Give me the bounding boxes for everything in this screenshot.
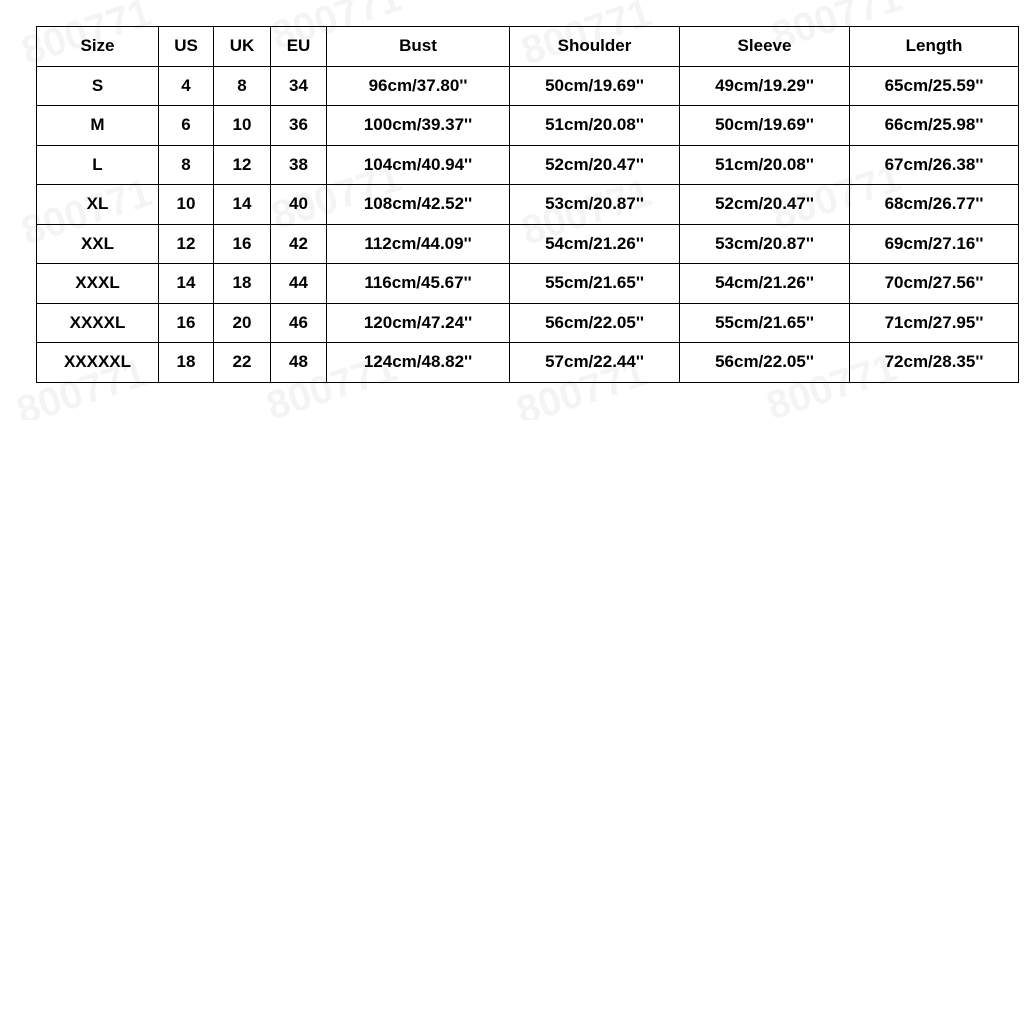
table-cell-bust: 96cm/37.80'' xyxy=(327,66,510,106)
column-header-bust: Bust xyxy=(327,27,510,67)
table-cell-uk: 10 xyxy=(214,106,271,146)
table-cell-shoulder: 57cm/22.44'' xyxy=(510,343,680,383)
table-cell-bust: 120cm/47.24'' xyxy=(327,303,510,343)
table-cell-length: 67cm/26.38'' xyxy=(850,145,1019,185)
column-header-size: Size xyxy=(37,27,159,67)
table-header-row xyxy=(37,27,1019,67)
table-cell-uk: 18 xyxy=(214,264,271,304)
table-cell-eu: 48 xyxy=(271,343,327,383)
table-cell-us: 14 xyxy=(159,264,214,304)
table-cell-uk: 14 xyxy=(214,185,271,225)
table-cell-us: 18 xyxy=(159,343,214,383)
table-cell-shoulder: 52cm/20.47'' xyxy=(510,145,680,185)
table-cell-us: 16 xyxy=(159,303,214,343)
table-cell-shoulder: 54cm/21.26'' xyxy=(510,224,680,264)
table-cell-sleeve: 51cm/20.08'' xyxy=(680,145,850,185)
table-cell-size: XXXXL xyxy=(37,303,159,343)
table-cell-sleeve: 49cm/19.29'' xyxy=(680,66,850,106)
table-cell-size: XL xyxy=(37,185,159,225)
table-cell-us: 6 xyxy=(159,106,214,146)
table-cell-uk: 8 xyxy=(214,66,271,106)
column-header-length: Length xyxy=(850,27,1019,67)
table-cell-length: 65cm/25.59'' xyxy=(850,66,1019,106)
table-row xyxy=(37,303,1019,343)
table-cell-uk: 22 xyxy=(214,343,271,383)
table-cell-eu: 34 xyxy=(271,66,327,106)
table-cell-bust: 108cm/42.52'' xyxy=(327,185,510,225)
table-cell-shoulder: 50cm/19.69'' xyxy=(510,66,680,106)
table-cell-eu: 42 xyxy=(271,224,327,264)
table-cell-shoulder: 55cm/21.65'' xyxy=(510,264,680,304)
table-cell-length: 71cm/27.95'' xyxy=(850,303,1019,343)
table-cell-sleeve: 50cm/19.69'' xyxy=(680,106,850,146)
table-cell-sleeve: 52cm/20.47'' xyxy=(680,185,850,225)
table-cell-eu: 40 xyxy=(271,185,327,225)
table-row xyxy=(37,224,1019,264)
column-header-eu: EU xyxy=(271,27,327,67)
table-cell-sleeve: 56cm/22.05'' xyxy=(680,343,850,383)
table-cell-length: 69cm/27.16'' xyxy=(850,224,1019,264)
table-cell-uk: 12 xyxy=(214,145,271,185)
table-cell-size: L xyxy=(37,145,159,185)
table-cell-size: XXXXXL xyxy=(37,343,159,383)
table-cell-eu: 46 xyxy=(271,303,327,343)
table-row xyxy=(37,145,1019,185)
column-header-sleeve: Sleeve xyxy=(680,27,850,67)
table-row xyxy=(37,66,1019,106)
table-cell-us: 12 xyxy=(159,224,214,264)
table-cell-uk: 20 xyxy=(214,303,271,343)
table-cell-shoulder: 53cm/20.87'' xyxy=(510,185,680,225)
table-cell-length: 66cm/25.98'' xyxy=(850,106,1019,146)
table-cell-length: 72cm/28.35'' xyxy=(850,343,1019,383)
table-row xyxy=(37,343,1019,383)
table-cell-bust: 124cm/48.82'' xyxy=(327,343,510,383)
table-row xyxy=(37,185,1019,225)
table-cell-uk: 16 xyxy=(214,224,271,264)
table-row xyxy=(37,264,1019,304)
table-cell-eu: 38 xyxy=(271,145,327,185)
table-cell-bust: 116cm/45.67'' xyxy=(327,264,510,304)
table-cell-bust: 100cm/39.37'' xyxy=(327,106,510,146)
table-cell-size: XXXL xyxy=(37,264,159,304)
table-cell-bust: 112cm/44.09'' xyxy=(327,224,510,264)
table-cell-shoulder: 51cm/20.08'' xyxy=(510,106,680,146)
table-cell-us: 4 xyxy=(159,66,214,106)
table-cell-shoulder: 56cm/22.05'' xyxy=(510,303,680,343)
column-header-uk: UK xyxy=(214,27,271,67)
table-row xyxy=(37,106,1019,146)
table-cell-sleeve: 55cm/21.65'' xyxy=(680,303,850,343)
table-cell-sleeve: 54cm/21.26'' xyxy=(680,264,850,304)
table-cell-bust: 104cm/40.94'' xyxy=(327,145,510,185)
table-cell-us: 8 xyxy=(159,145,214,185)
column-header-shoulder: Shoulder xyxy=(510,27,680,67)
table-cell-length: 68cm/26.77'' xyxy=(850,185,1019,225)
table-cell-length: 70cm/27.56'' xyxy=(850,264,1019,304)
table-cell-eu: 44 xyxy=(271,264,327,304)
table-cell-sleeve: 53cm/20.87'' xyxy=(680,224,850,264)
table-cell-size: XXL xyxy=(37,224,159,264)
table-cell-eu: 36 xyxy=(271,106,327,146)
column-header-us: US xyxy=(159,27,214,67)
table-cell-size: S xyxy=(37,66,159,106)
table-cell-us: 10 xyxy=(159,185,214,225)
size-chart-table xyxy=(36,26,1019,383)
table-cell-size: M xyxy=(37,106,159,146)
